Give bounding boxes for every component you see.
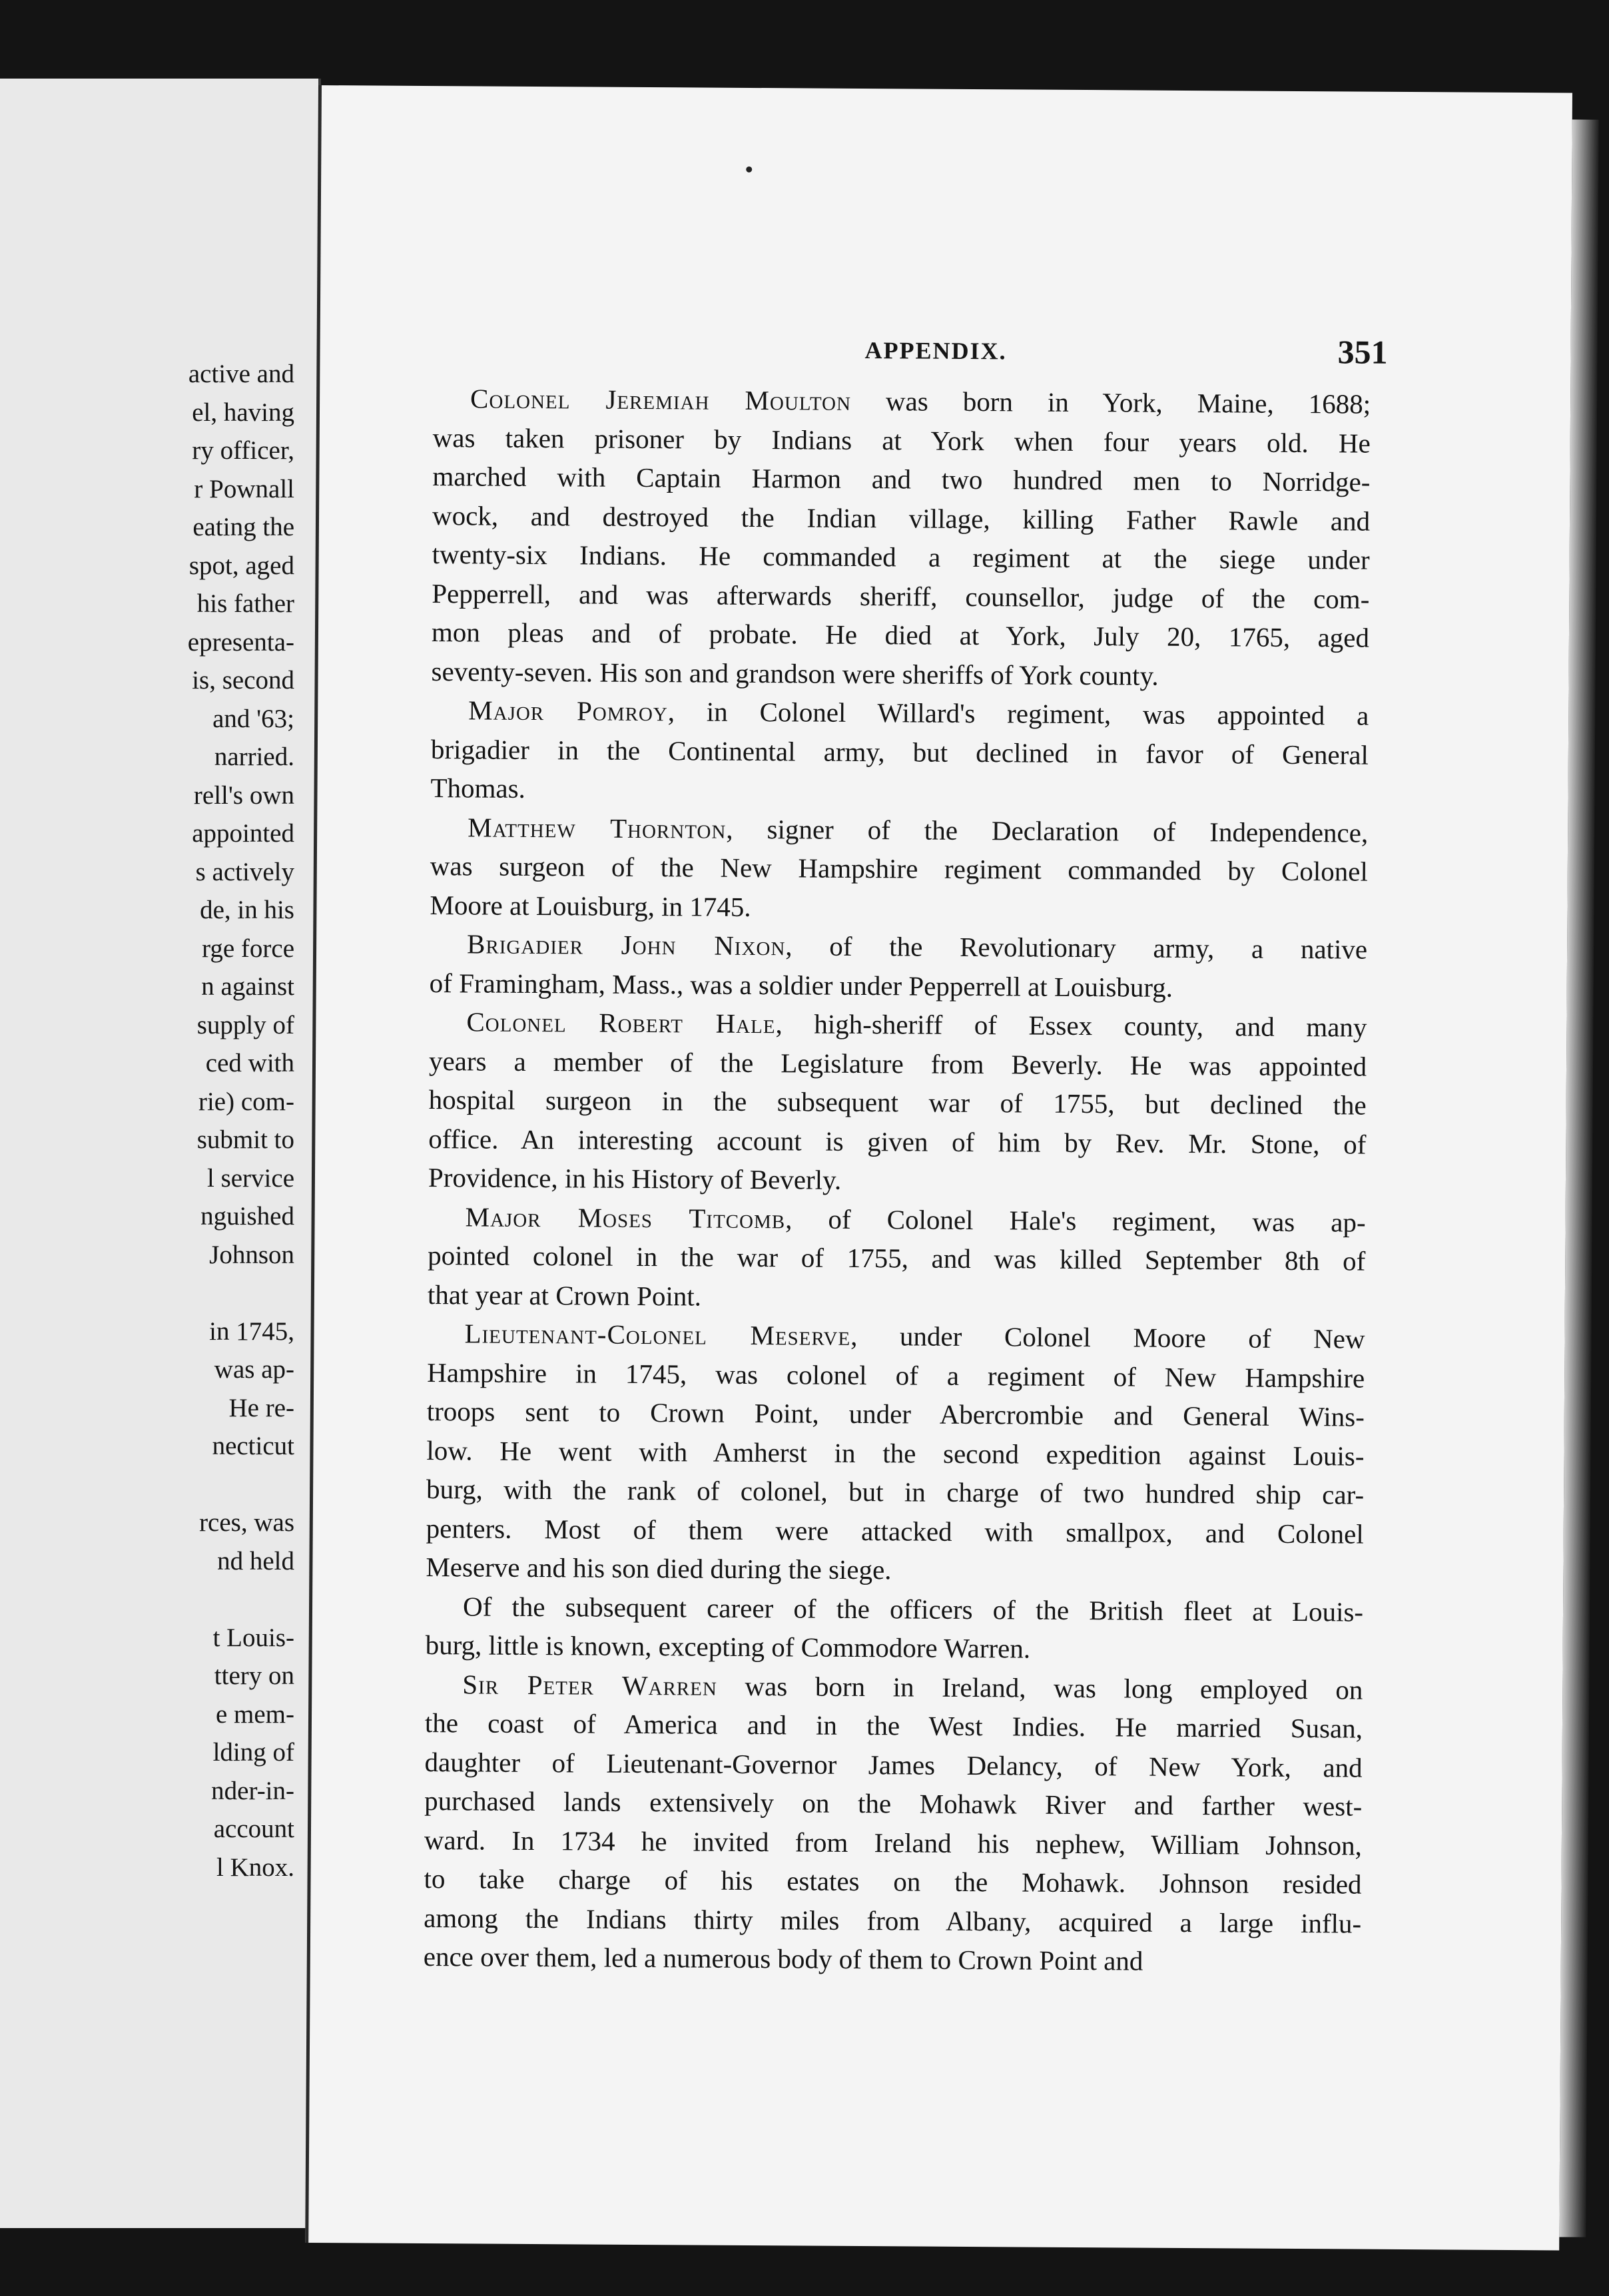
left-page-line: rge force xyxy=(202,934,294,963)
paragraph-first-line-text: Of the subsequent career of the officers of the British fleet at Louis- xyxy=(462,1590,1364,1627)
text-line: Providence, in his History of Beverly. xyxy=(428,1162,842,1195)
text-line: ence over them, led a numerous body of them to Crown Point and xyxy=(423,1941,1143,1976)
paragraph-titcomb xyxy=(428,1197,1366,1320)
paragraph-first-line xyxy=(425,1665,1363,1709)
left-page-line: ttery on xyxy=(214,1661,294,1690)
left-page-line: rces, was xyxy=(199,1508,294,1537)
text-line: ward. In 1734 he invited from Ireland his nephew, William Johnson, xyxy=(424,1824,1363,1861)
text-line: that year at Crown Point. xyxy=(427,1279,702,1312)
paragraph-nixon xyxy=(430,924,1368,1008)
paragraph-first-line xyxy=(430,924,1367,969)
text-line: years a member of the Legislature from Beverly. He was appointed xyxy=(428,1045,1367,1082)
left-page-line: and '63; xyxy=(212,704,294,733)
text-line: hospital surgeon in the subsequent war of 1755, but declined the xyxy=(428,1084,1367,1121)
paragraph-first-line-text: , of the Revolutionary army, a native xyxy=(785,930,1368,965)
paragraph-moulton xyxy=(431,379,1371,697)
text-line: brigadier in the Continental army, but declined in favor of General xyxy=(430,733,1369,770)
paragraph-first-line-text: , under Colonel Moore of New xyxy=(850,1320,1365,1354)
left-page-line: e mem- xyxy=(215,1699,294,1729)
paragraph-thornton xyxy=(430,808,1368,930)
paragraph-warren xyxy=(424,1665,1363,1982)
left-page-line: de, in his xyxy=(200,896,294,924)
page-edge xyxy=(1559,120,1598,2237)
paragraph-hale xyxy=(428,1002,1367,1203)
text-line: office. An interesting account is given of him by Rev. Mr. Stone, of xyxy=(428,1123,1367,1160)
left-page-line: narried. xyxy=(214,742,294,771)
text-line: twenty-six Indians. He commanded a regiment at the siege under xyxy=(432,539,1370,575)
text-line: burg, little is known, excepting of Commodore Warren. xyxy=(425,1629,1031,1664)
person-name: Sir Peter Warren xyxy=(462,1668,718,1701)
left-page-line: nguished xyxy=(200,1202,294,1231)
person-name: Brigadier John Nixon xyxy=(466,928,786,962)
text-line: among the Indians thirty miles from Albany, acquired a large influ- xyxy=(424,1902,1362,1939)
text-line: daughter of Lieutenant-Governor James Delancy, of New York, and xyxy=(424,1746,1363,1783)
text-line: Meserve and his son died during the siege. xyxy=(426,1552,892,1585)
left-page-line: eating the xyxy=(192,513,294,541)
running-header: APPENDIX. xyxy=(864,337,1007,365)
text-line: purchased lands extensively on the Mohawk River and farther west- xyxy=(424,1785,1363,1822)
left-page-line: supply of xyxy=(196,1010,294,1039)
left-page-line: n against xyxy=(201,972,294,1001)
left-page-line: submit to xyxy=(196,1125,294,1154)
person-name: Matthew Thornton xyxy=(468,811,727,844)
paragraph-pomroy xyxy=(430,691,1369,813)
text-line: Moore at Louisburg, in 1745. xyxy=(430,889,751,922)
right-page xyxy=(305,85,1572,2250)
text-line: of Framingham, Mass., was a soldier under Pepperrell at Louisburg. xyxy=(429,967,1173,1003)
text-line: low. He went with Amherst in the second expedition against Louis- xyxy=(426,1434,1365,1472)
text-line: mon pleas and of probate. He died at York, July 20, 1765, aged xyxy=(431,617,1370,653)
left-page-line: in 1745, xyxy=(209,1316,294,1346)
left-page-line: is, second xyxy=(192,666,294,695)
paragraph-first-line xyxy=(433,379,1371,424)
page-number: 351 xyxy=(1337,333,1388,371)
text-line: penters. Most of them were attacked with smallpox, and Colonel xyxy=(426,1512,1364,1550)
paragraph-first-line-text: , of Colonel Hale's regiment, was ap- xyxy=(785,1203,1366,1238)
left-page-line: nd held xyxy=(217,1546,294,1576)
left-page-line: He re- xyxy=(228,1393,294,1422)
text-line: seventy-seven. His son and grandson were sheriffs of York county. xyxy=(431,655,1159,691)
paragraph-first-line xyxy=(428,1197,1365,1242)
left-page-line: rell's own xyxy=(193,780,294,810)
left-page-line: spot, aged xyxy=(188,551,294,580)
text-line: wock, and destroyed the Indian village, killing Father Rawle and xyxy=(432,499,1371,537)
paragraph-first-line xyxy=(426,1587,1363,1631)
left-page-line: his father xyxy=(196,589,294,618)
text-line: burg, with the rank of colonel, but in charge of two hundred ship car- xyxy=(426,1474,1365,1510)
text-line: Pepperrell, and was afterwards sheriff, counsellor, judge of the com- xyxy=(432,577,1370,615)
ink-dot xyxy=(746,166,752,172)
paragraph-first-line xyxy=(427,1314,1365,1358)
left-page-line: active and xyxy=(188,360,294,388)
text-line: Thomas. xyxy=(430,772,526,804)
text-line: pointed colonel in the war of 1755, and was killed September 8th of xyxy=(428,1240,1366,1277)
left-page-line: appointed xyxy=(192,819,294,848)
left-page-line: r Pownall xyxy=(194,474,294,503)
paragraph-first-line-text: , high-sheriff of Essex county, and many xyxy=(775,1008,1367,1043)
person-name: Major Moses Titcomb xyxy=(465,1201,786,1234)
paragraph-british-fleet xyxy=(426,1587,1364,1671)
text-line: troops sent to Crown Point, under Abercrombie and General Wins- xyxy=(426,1396,1365,1432)
left-page-line: el, having xyxy=(192,398,294,427)
paragraph-first-line-text: was born in Ireland, was long employed on xyxy=(717,1670,1363,1705)
person-name: Lieutenant-Colonel Meserve xyxy=(464,1318,851,1351)
left-page-line: Johnson xyxy=(209,1240,294,1269)
person-name: Colonel Jeremiah Moulton xyxy=(470,383,852,416)
left-page-line: ry officer, xyxy=(192,436,294,465)
left-page-line: l Knox. xyxy=(216,1853,294,1882)
text-line: to take charge of his estates on the Mohawk. Johnson resided xyxy=(424,1863,1362,1900)
paragraph-meserve xyxy=(426,1314,1365,1592)
left-page-line: s actively xyxy=(195,857,294,886)
left-page-line: nder-in- xyxy=(211,1776,294,1805)
left-page-line: t Louis- xyxy=(212,1623,294,1652)
paragraph-first-line xyxy=(429,1002,1367,1047)
person-name: Major Pomroy xyxy=(468,695,668,727)
left-page-line: was ap- xyxy=(214,1355,294,1384)
left-page-line: ced with xyxy=(205,1049,294,1077)
text-line: Hampshire in 1745, was colonel of a regiment of New Hampshire xyxy=(427,1356,1365,1394)
left-page xyxy=(0,79,321,2228)
text-line: was surgeon of the New Hampshire regiment commanded by Colonel xyxy=(430,850,1368,887)
text-line: the coast of America and in the West Indies. He married Susan, xyxy=(424,1707,1363,1744)
left-page-line: rie) com- xyxy=(198,1087,294,1116)
text-line: was taken prisoner by Indians at York when four years old. He xyxy=(432,422,1371,459)
paragraph-first-line xyxy=(430,808,1368,852)
paragraph-first-line-text: , in Colonel Willard's regiment, was appointed a xyxy=(667,696,1369,731)
paragraph-first-line-text: , signer of the Declaration of Independence, xyxy=(726,813,1369,848)
paragraph-first-line-text: was born in York, Maine, 1688; xyxy=(850,385,1371,420)
person-name: Colonel Robert Hale xyxy=(466,1006,776,1039)
left-page-line: account xyxy=(213,1815,294,1843)
left-page-line: lding of xyxy=(212,1738,294,1767)
left-page-line: l service xyxy=(206,1163,294,1193)
left-page-line: epresenta- xyxy=(187,627,294,657)
left-page-line: necticut xyxy=(212,1432,294,1460)
body-text xyxy=(424,379,1371,1982)
text-line: marched with Captain Harmon and two hundred men to Norridge- xyxy=(432,461,1371,497)
paragraph-first-line xyxy=(431,691,1369,735)
